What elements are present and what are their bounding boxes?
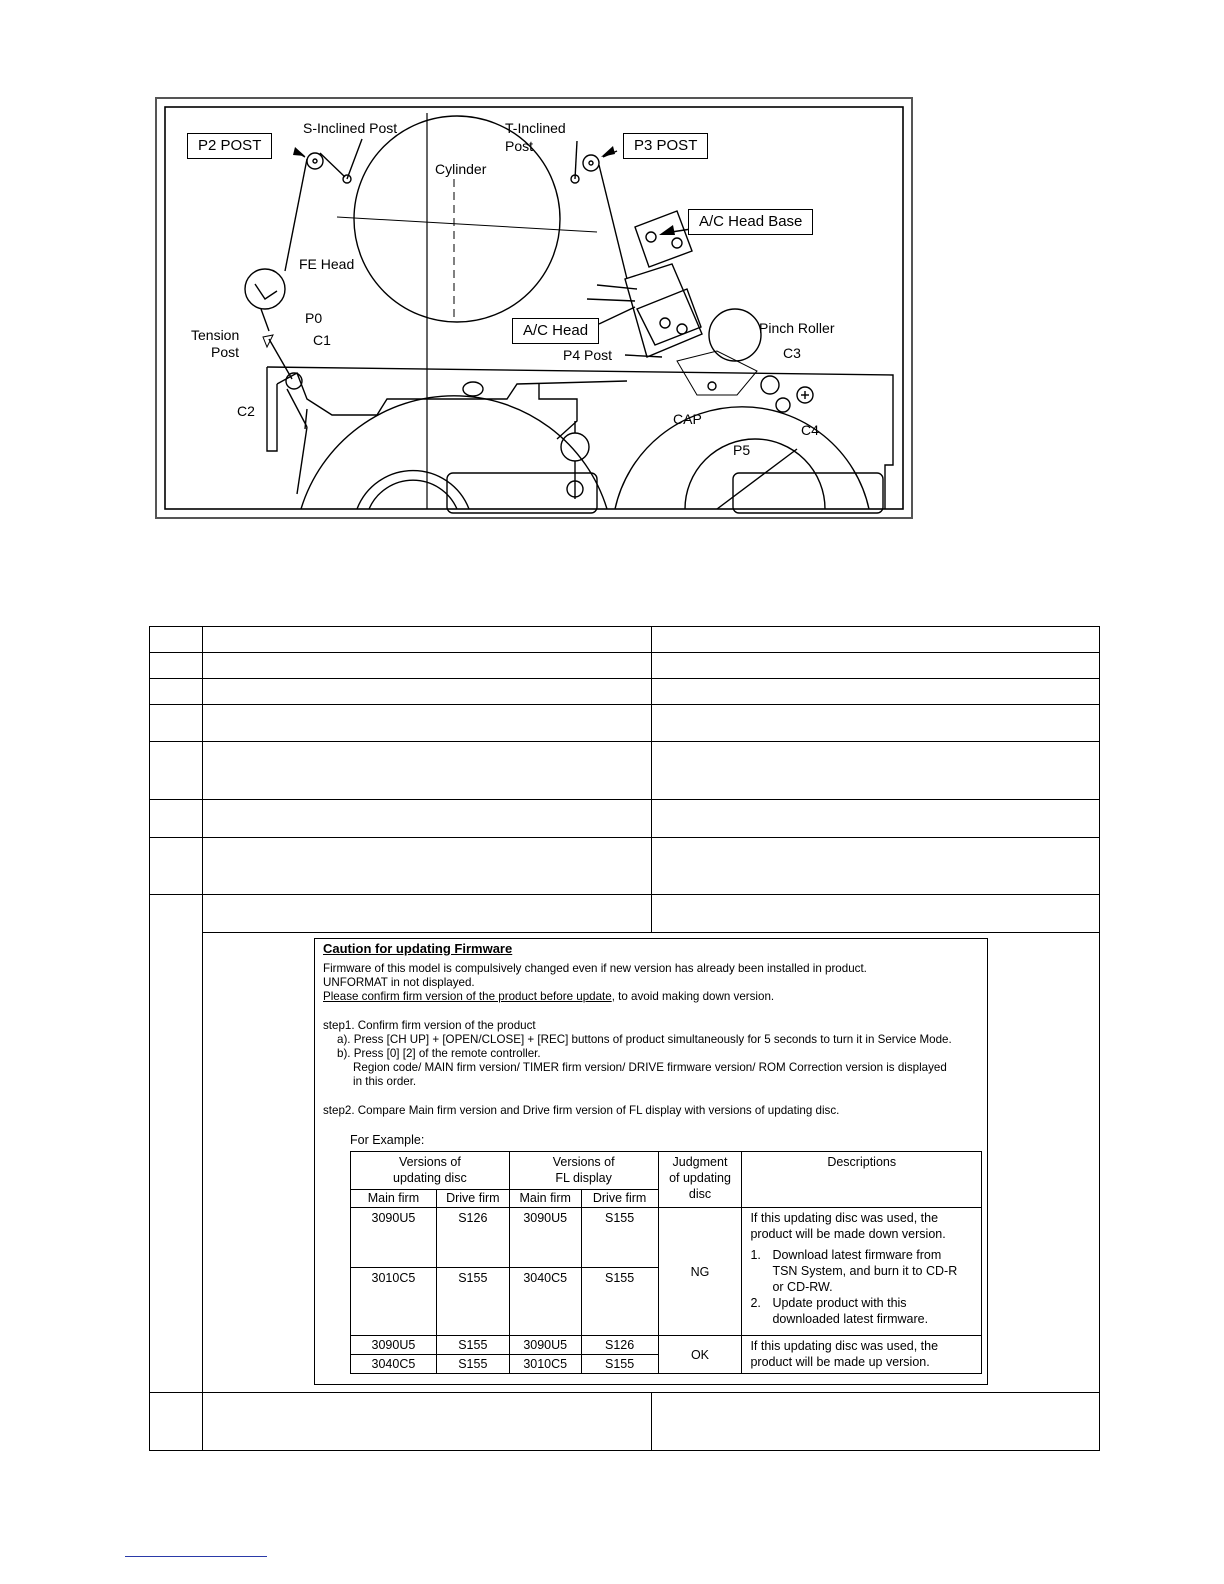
table-col-line <box>202 626 203 1450</box>
cell-fl-drive: S155 <box>581 1268 658 1336</box>
table-col-line <box>149 626 150 1450</box>
cell-disc-drive: S155 <box>436 1268 509 1336</box>
label-c2: C2 <box>237 403 255 419</box>
label-cap: CAP <box>673 411 702 427</box>
label-pinch-roller: Pinch Roller <box>759 320 835 336</box>
label-fe-head: FE Head <box>299 256 355 272</box>
ok-desc-line-2: product will be made up version. <box>750 1355 930 1369</box>
table-row <box>351 1208 982 1268</box>
cell-disc-main: 3090U5 <box>351 1208 437 1268</box>
table-row-line <box>202 932 1100 933</box>
caution-line-3-rest: , to avoid making down version. <box>611 990 775 1003</box>
table-row-line <box>149 837 1100 838</box>
footer-link-line <box>125 1556 267 1557</box>
cell-fl-main: 3090U5 <box>509 1336 581 1355</box>
cell-fl-main: 3040C5 <box>509 1268 581 1336</box>
label-c1: C1 <box>313 332 331 348</box>
label-tension-post: Post <box>211 344 240 360</box>
step1-heading: step1. Confirm firm version of the product <box>323 1019 536 1032</box>
table-row-line <box>149 652 1100 653</box>
header-disc-drive-firm: Drive firm <box>436 1190 509 1208</box>
cell-fl-main: 3010C5 <box>509 1355 581 1374</box>
caution-line-3-underlined: Please confirm firm version of the product before update <box>323 990 612 1003</box>
header-judgment: Judgment of updating disc <box>658 1152 742 1208</box>
description-ng <box>742 1208 982 1336</box>
header-fl-main-firm: Main firm <box>509 1190 581 1208</box>
tape-path-drawing <box>157 99 911 517</box>
step2-heading: step2. Compare Main firm version and Drive firm version of FL display with versions of updating disc. <box>323 1104 840 1117</box>
label-s-inclined-post: S-Inclined Post <box>303 120 398 136</box>
step1-b-note-1: Region code/ MAIN firm version/ TIMER firm version/ DRIVE firmware version/ ROM Correction version is displayed <box>353 1061 947 1074</box>
firmware-example-table <box>350 1151 982 1374</box>
table-row-line <box>149 626 1100 627</box>
table-col-line <box>1099 626 1100 1450</box>
caution-title: Caution for updating Firmware <box>323 941 513 956</box>
header-fl-drive-firm: Drive firm <box>581 1190 658 1208</box>
label-p4-post: P4 Post <box>563 347 613 363</box>
table-col-line <box>651 626 652 932</box>
caution-line-1: Firmware of this model is compulsively changed even if new version has already been installed in product. <box>323 962 867 975</box>
table-row-line <box>149 799 1100 800</box>
judgment-ok: OK <box>658 1336 742 1374</box>
table-row-line <box>149 741 1100 742</box>
header-updating-disc: Versions of updating disc <box>351 1152 510 1190</box>
ng-desc-line-1: If this updating disc was used, the <box>750 1211 939 1225</box>
ng-item-2: 2. Update product with this downloaded latest firmware. <box>750 1296 929 1326</box>
label-cylinder: Cylinder <box>435 161 487 177</box>
cell-disc-drive: S155 <box>436 1355 509 1374</box>
for-example-label: For Example: <box>350 1133 425 1147</box>
label-ac-head-base: A/C Head Base <box>688 209 813 235</box>
label-p3-post: P3 POST <box>623 133 708 159</box>
header-descriptions: Descriptions <box>742 1152 982 1208</box>
cell-fl-drive: S155 <box>581 1355 658 1374</box>
cell-fl-drive: S126 <box>581 1336 658 1355</box>
cell-disc-main: 3090U5 <box>351 1336 437 1355</box>
caution-line-3 <box>323 990 774 1004</box>
tape-path-diagram <box>155 97 913 519</box>
cell-disc-main: 3040C5 <box>351 1355 437 1374</box>
label-c4: C4 <box>801 422 819 438</box>
cell-fl-drive: S155 <box>581 1208 658 1268</box>
label-p0: P0 <box>305 310 323 326</box>
table-row-line <box>149 678 1100 679</box>
table-row-line <box>149 704 1100 705</box>
label-t-inclined: T-Inclined <box>505 120 566 136</box>
table-row-line <box>149 894 1100 895</box>
table-row-line <box>149 1392 1100 1393</box>
step1-b-note-2: in this order. <box>353 1075 417 1088</box>
step1-b: b). Press [0] [2] of the remote controller. <box>337 1047 541 1060</box>
label-tension: Tension <box>191 327 240 343</box>
ok-desc-line-1: If this updating disc was used, the <box>750 1339 939 1353</box>
cell-disc-main: 3010C5 <box>351 1268 437 1336</box>
header-disc-main-firm: Main firm <box>351 1190 437 1208</box>
table-row-line <box>149 1450 1100 1451</box>
judgment-ng: NG <box>658 1208 742 1336</box>
label-c3: C3 <box>783 345 801 361</box>
label-t-inclined-post: Post <box>505 138 534 154</box>
ng-desc-line-2: product will be made down version. <box>750 1227 946 1241</box>
step1-a: a). Press [CH UP] + [OPEN/CLOSE] + [REC] buttons of product simultaneously for 5 seconds to turn it in Service Mode. <box>337 1033 952 1046</box>
description-ok <box>742 1336 982 1374</box>
cell-fl-main: 3090U5 <box>509 1208 581 1268</box>
cell-disc-drive: S126 <box>436 1208 509 1268</box>
label-p2-post: P2 POST <box>187 133 272 159</box>
table-col-line <box>651 1392 652 1450</box>
cell-disc-drive: S155 <box>436 1336 509 1355</box>
ng-item-1: 1. Download latest firmware from TSN System, and burn it to CD-R or CD-RW. <box>750 1248 958 1294</box>
label-ac-head: A/C Head <box>512 318 599 344</box>
caution-line-2: UNFORMAT in not displayed. <box>323 976 475 989</box>
label-p5: P5 <box>733 442 751 458</box>
header-fl-display: Versions of FL display <box>509 1152 658 1190</box>
table-row <box>351 1336 982 1355</box>
